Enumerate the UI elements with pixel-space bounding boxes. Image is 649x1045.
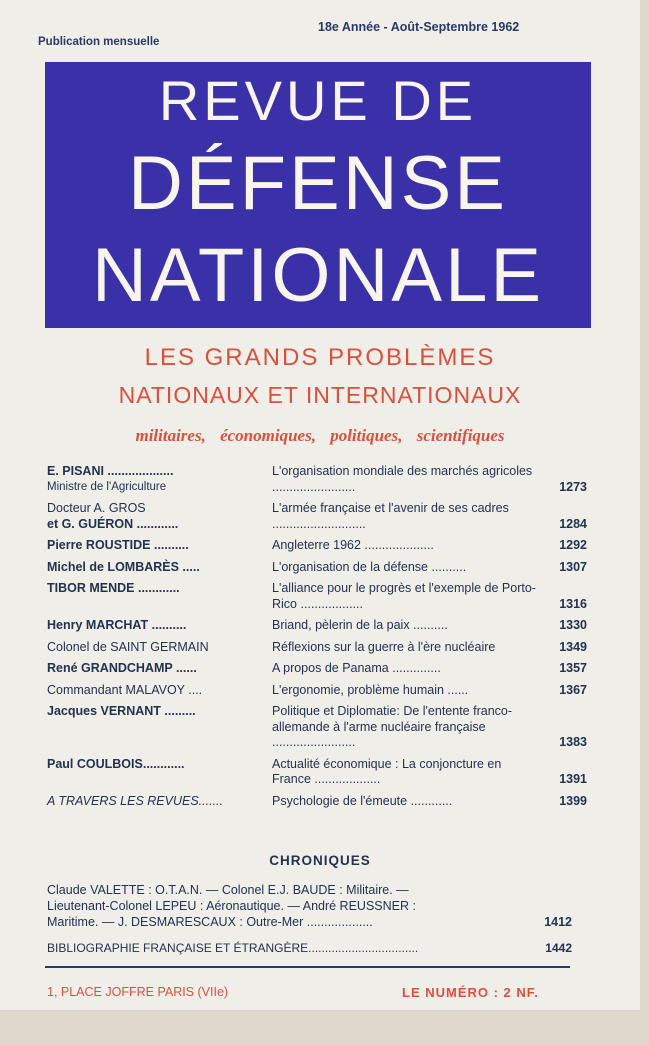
toc-row bbox=[47, 464, 587, 495]
bibliographie-text: BIBLIOGRAPHIE FRANÇAISE ET ÉTRANGÈRE................................. bbox=[47, 941, 419, 955]
bibliographie-page: 1442 bbox=[545, 941, 572, 955]
masthead bbox=[45, 62, 591, 328]
toc-author: A TRAVERS LES REVUES....... bbox=[47, 793, 223, 808]
toc-page: 1357 bbox=[559, 661, 587, 675]
toc-title: Psychologie de l'émeute ............ bbox=[272, 793, 453, 808]
toc-title: Briand, pèlerin de la paix .......... bbox=[272, 618, 448, 632]
toc-row bbox=[47, 501, 587, 532]
toc-title: L'ergonomie, problème humain ...... bbox=[272, 682, 469, 697]
toc-page: 1273 bbox=[559, 479, 587, 494]
subtitle-line-3: militaires, économiques, politiques, scientifiques bbox=[135, 426, 505, 445]
toc-page: 1391 bbox=[559, 772, 587, 786]
toc-title: Angleterre 1962 .................... bbox=[272, 538, 434, 552]
footer-price: LE NUMÉRO : 2 NF. bbox=[402, 985, 539, 1000]
masthead-line-1: REVUE DE bbox=[158, 69, 478, 132]
subtitle-line-2: NATIONAUX ET INTERNATIONAUX bbox=[118, 382, 522, 408]
toc-title: L'organisation mondiale des marchés agricoles ........................ bbox=[272, 464, 533, 494]
toc-author: Henry MARCHAT .......... bbox=[47, 618, 187, 632]
issue-info: 18e Année - Août-Septembre 1962 bbox=[318, 20, 520, 34]
toc-title: L'armée française et l'avenir de ses cadres ........................... bbox=[272, 501, 509, 531]
toc-row bbox=[47, 704, 587, 751]
toc-page: 1367 bbox=[559, 682, 587, 697]
toc-author: Pierre ROUSTIDE .......... bbox=[47, 538, 189, 552]
toc-author: Colonel de SAINT GERMAIN bbox=[47, 639, 209, 654]
toc-title: Réflexions sur la guerre à l'ère nucléaire bbox=[272, 639, 496, 654]
toc-page: 1316 bbox=[559, 596, 587, 611]
chroniques-heading: CHRONIQUES bbox=[269, 853, 371, 868]
chroniques-line-2: Lieutenant-Colonel LEPEU : Aéronautique. — André REUSSNER : bbox=[47, 899, 416, 913]
divider bbox=[45, 966, 570, 968]
toc-author: Jacques VERNANT ......... bbox=[47, 704, 196, 718]
table-of-contents bbox=[47, 464, 587, 815]
toc-title: Actualité économique : La conjoncture en France ................... bbox=[272, 756, 502, 786]
toc-page: 1349 bbox=[559, 639, 587, 654]
masthead-line-2: DÉFENSE bbox=[128, 141, 508, 226]
toc-title: L'alliance pour le progrès et l'exemple de Porto-Rico .................. bbox=[272, 581, 536, 611]
chroniques-page: 1412 bbox=[544, 915, 572, 929]
toc-page: 1330 bbox=[559, 618, 587, 632]
toc-author: Commandant MALAVOY .... bbox=[47, 682, 203, 697]
publication-frequency: Publication mensuelle bbox=[38, 36, 160, 48]
toc-page: 1399 bbox=[559, 793, 587, 808]
toc-row bbox=[47, 757, 587, 788]
toc-author: Paul COULBOIS............ bbox=[47, 756, 185, 771]
footer-address: 1, PLACE JOFFRE PARIS (VIIe) bbox=[47, 985, 229, 999]
toc-page: 1307 bbox=[559, 559, 587, 574]
toc-row bbox=[47, 581, 587, 612]
toc-author: René GRANDCHAMP ...... bbox=[47, 661, 197, 675]
chroniques-line-1: Claude VALETTE : O.T.A.N. — Colonel E.J. BAUDE : Militaire. — bbox=[47, 883, 409, 897]
toc-page: 1284 bbox=[559, 516, 587, 531]
toc-title: A propos de Panama .............. bbox=[272, 661, 441, 675]
toc-row bbox=[47, 560, 587, 576]
chroniques-line-3: Maritime. — J. DESMARESCAUX : Outre-Mer ................... bbox=[47, 915, 373, 929]
toc-row bbox=[47, 661, 587, 677]
toc-author-role: Ministre de l'Agriculture bbox=[47, 480, 167, 493]
bibliographie bbox=[47, 941, 572, 955]
toc-page: 1292 bbox=[559, 538, 587, 552]
toc-author: TIBOR MENDE ............ bbox=[47, 581, 180, 595]
toc-author: Michel de LOMBARÈS ..... bbox=[47, 559, 200, 574]
masthead-line-3: NATIONALE bbox=[91, 233, 545, 318]
toc-row bbox=[47, 640, 587, 656]
toc-author: E. PISANI ................... bbox=[47, 464, 174, 478]
toc-title: L'organisation de la défense .......... bbox=[272, 559, 467, 574]
toc-row bbox=[47, 683, 587, 699]
toc-row bbox=[47, 794, 587, 810]
toc-author: Docteur A. GROS bbox=[47, 501, 146, 515]
toc-page: 1383 bbox=[559, 735, 587, 749]
toc-row bbox=[47, 618, 587, 634]
toc-row bbox=[47, 538, 587, 554]
toc-title: Politique et Diplomatie: De l'entente franco-allemande à l'arme nucléaire française ........................ bbox=[272, 704, 513, 749]
chroniques-block bbox=[47, 882, 572, 930]
toc-author-role: et G. GUÉRON ............ bbox=[47, 516, 179, 531]
subtitle-line-1: LES GRANDS PROBLÈMES bbox=[144, 344, 496, 371]
